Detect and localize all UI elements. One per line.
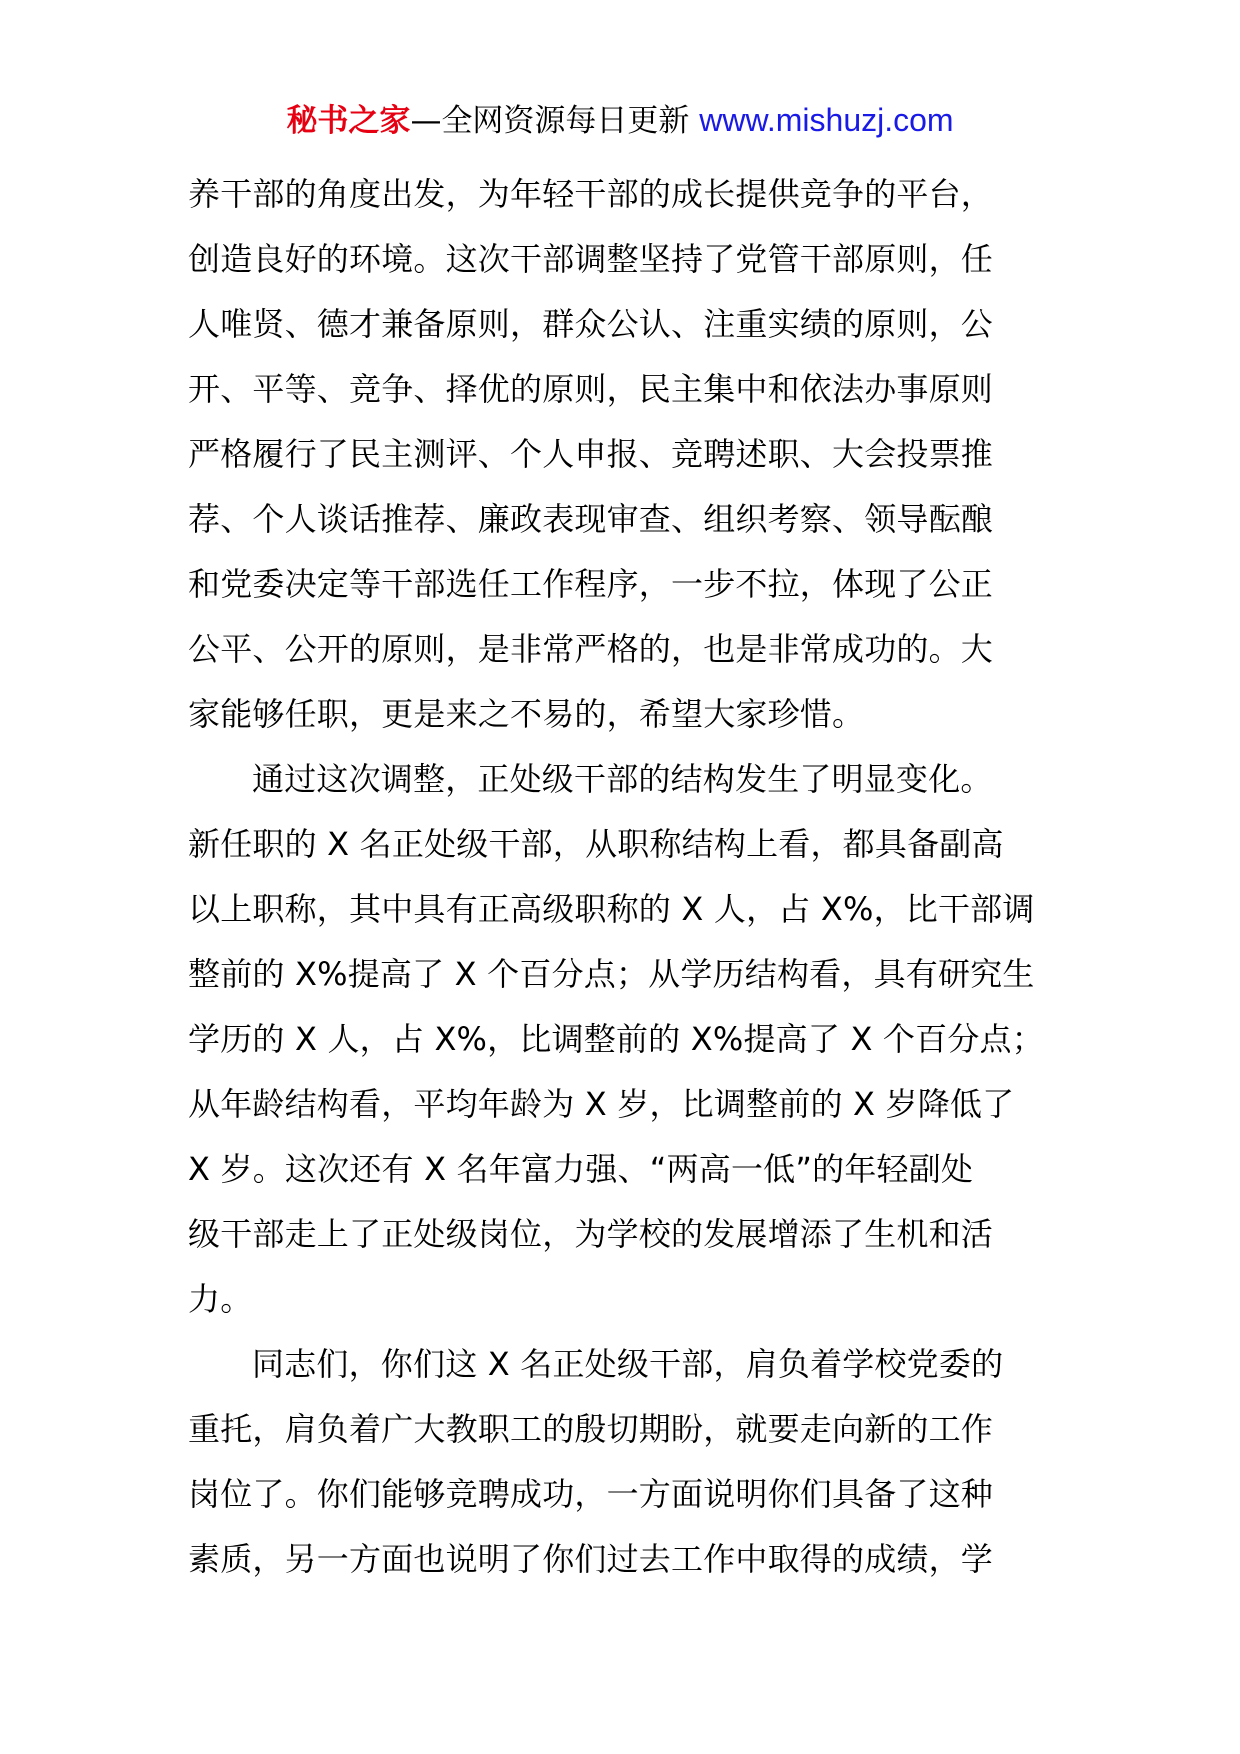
text-line: 力。 [188, 1280, 253, 1318]
text-line: 严格履行了民主测评、个人申报、竞聘述职、大会投票推 [188, 435, 994, 473]
paragraph-first-line: 通过这次调整，正处级干部的结构发生了明显变化。 [252, 760, 993, 798]
text-line: 学历的 X 人，占 X%，比调整前的 X%提高了 X 个百分点； [188, 1020, 1044, 1058]
document-body [188, 162, 1056, 1592]
text-line: 岗位了。你们能够竞聘成功，一方面说明你们具备了这种 [188, 1475, 994, 1513]
text-line: 整前的 X%提高了 X 个百分点；从学历结构看，具有研究生 [188, 955, 1035, 993]
text-line: 公平、公开的原则，是非常严格的，也是非常成功的。大 [188, 630, 994, 668]
text-line: 以上职称，其中具有正高级职称的 X 人，占 X%，比干部调 [188, 890, 1035, 928]
text-line: 养干部的角度出发，为年轻干部的成长提供竞争的平台， [188, 175, 994, 213]
text-line: 家能够任职，更是来之不易的，希望大家珍惜。 [188, 695, 865, 733]
brand-name: 秘书之家 [286, 103, 411, 139]
text-line: 创造良好的环境。这次干部调整坚持了党管干部原则，任 [188, 240, 994, 278]
text-line: 人唯贤、德才兼备原则，群众公认、注重实绩的原则，公 [188, 305, 994, 343]
text-line: 荐、个人谈话推荐、廉政表现审查、组织考察、领导酝酿 [188, 500, 994, 538]
text-line: 开、平等、竞争、择优的原则，民主集中和依法办事原则 [188, 370, 994, 408]
page-header [0, 98, 1240, 143]
paragraph-first-line: 同志们，你们这 X 名正处级干部，肩负着学校党委的 [252, 1345, 1004, 1383]
header-tagline: —全网资源每日更新 [410, 103, 690, 139]
text-line: 新任职的 X 名正处级干部，从职称结构上看，都具备副高 [188, 825, 1004, 863]
text-line: 重托，肩负着广大教职工的殷切期盼，就要走向新的工作 [188, 1410, 994, 1448]
text-line: 从年龄结构看，平均年龄为 X 岁，比调整前的 X 岁降低了 [188, 1085, 1015, 1123]
text-line: 和党委决定等干部选任工作程序，一步不拉，体现了公正 [188, 565, 994, 603]
text-line: 素质，另一方面也说明了你们过去工作中取得的成绩，学 [188, 1540, 994, 1578]
site-url-link[interactable]: www.mishuzj.com [699, 102, 954, 138]
text-line: 级干部走上了正处级岗位，为学校的发展增添了生机和活 [188, 1215, 994, 1253]
text-line: X 岁。这次还有 X 名年富力强、“两高一低”的年轻副处 [188, 1150, 974, 1188]
